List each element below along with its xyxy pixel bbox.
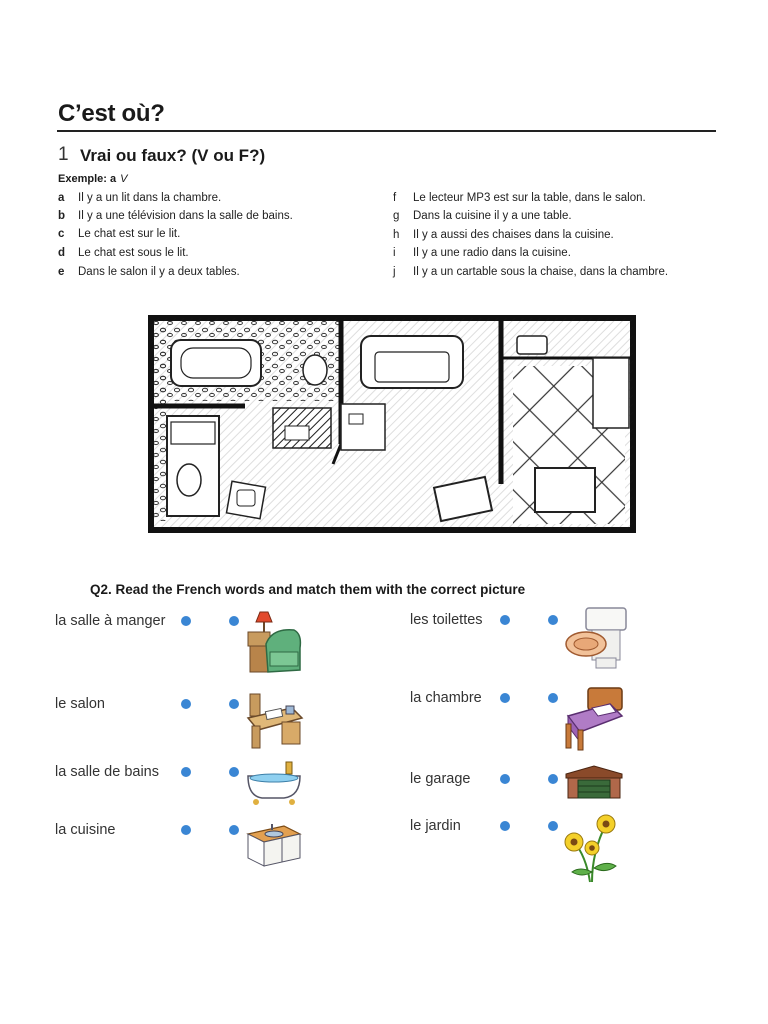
word-salon: le salon bbox=[55, 696, 105, 712]
match-dot-picture-6[interactable] bbox=[548, 693, 558, 703]
garage-picture bbox=[564, 764, 624, 800]
match-dot-picture-1[interactable] bbox=[229, 616, 239, 626]
statement-h: h Il y a aussi des chaises dans la cuisine. bbox=[393, 229, 614, 241]
bathtub-picture bbox=[244, 760, 304, 808]
example-line bbox=[58, 173, 127, 185]
match-dot-word-8[interactable] bbox=[500, 821, 510, 831]
armchair-lamp-picture bbox=[244, 608, 304, 680]
word-toilettes: les toilettes bbox=[410, 612, 483, 628]
title-rule bbox=[57, 130, 716, 132]
statement-e: e Dans le salon il y a deux tables. bbox=[58, 266, 240, 278]
match-dot-word-6[interactable] bbox=[500, 693, 510, 703]
example-label: Exemple: a bbox=[58, 173, 117, 185]
example-answer: V bbox=[120, 173, 128, 185]
statement-g: g Dans la cuisine il y a une table. bbox=[393, 210, 572, 222]
word-chambre: la chambre bbox=[410, 690, 482, 706]
word-salle-de-bains: la salle de bains bbox=[55, 764, 159, 780]
statement-c: c Le chat est sur le lit. bbox=[58, 228, 181, 240]
statement-j: j Il y a un cartable sous la chaise, dans la chambre. bbox=[393, 266, 669, 278]
match-dot-word-3[interactable] bbox=[181, 767, 191, 777]
kitchen-sink-picture bbox=[244, 820, 304, 870]
desk-picture bbox=[244, 692, 304, 750]
statement-f: f Le lecteur MP3 est sur la table, dans le salon. bbox=[393, 192, 646, 204]
word-garage: le garage bbox=[410, 771, 471, 787]
match-dot-picture-2[interactable] bbox=[229, 699, 239, 709]
match-dot-word-2[interactable] bbox=[181, 699, 191, 709]
statement-i: i Il y a une radio dans la cuisine. bbox=[393, 247, 571, 259]
statement-d: d Le chat est sous le lit. bbox=[58, 247, 189, 259]
match-dot-picture-3[interactable] bbox=[229, 767, 239, 777]
match-dot-picture-5[interactable] bbox=[548, 615, 558, 625]
word-jardin: le jardin bbox=[410, 818, 461, 834]
floor-plan-illustration bbox=[145, 314, 640, 536]
exercise-title: Vrai ou faux? (V ou F?) bbox=[80, 146, 266, 165]
word-salle-a-manger: la salle à manger bbox=[55, 613, 166, 629]
flowers-picture bbox=[562, 812, 622, 884]
match-dot-word-5[interactable] bbox=[500, 615, 510, 625]
exercise-number: 1 bbox=[58, 144, 69, 165]
match-dot-word-4[interactable] bbox=[181, 825, 191, 835]
statement-b: b Il y a une télévision dans la salle de bains. bbox=[58, 210, 293, 222]
match-dot-word-1[interactable] bbox=[181, 616, 191, 626]
match-dot-picture-7[interactable] bbox=[548, 774, 558, 784]
statement-a: a Il y a un lit dans la chambre. bbox=[58, 192, 222, 204]
match-dot-picture-4[interactable] bbox=[229, 825, 239, 835]
match-dot-word-7[interactable] bbox=[500, 774, 510, 784]
word-cuisine: la cuisine bbox=[55, 822, 116, 838]
toilet-picture bbox=[562, 606, 632, 672]
exercise2-title: Q2. Read the French words and match them with the correct picture bbox=[90, 582, 526, 597]
bed-picture bbox=[562, 686, 626, 752]
page-title: C’est où? bbox=[58, 100, 165, 127]
match-dot-picture-8[interactable] bbox=[548, 821, 558, 831]
